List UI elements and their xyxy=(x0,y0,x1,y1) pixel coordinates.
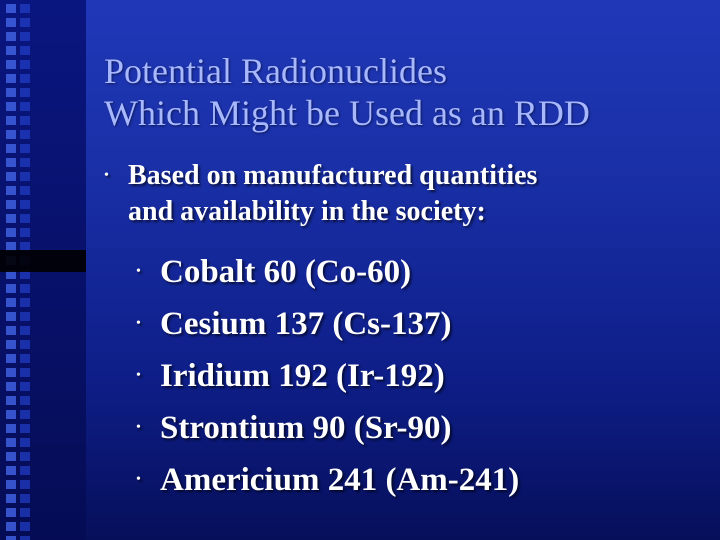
intro-line-2: and availability in the society: xyxy=(128,196,486,227)
list-item xyxy=(136,402,519,454)
intro-line-1: Based on manufactured quantities xyxy=(128,160,538,191)
bullet-icon: • xyxy=(136,472,141,487)
slide-title xyxy=(104,50,590,134)
intro-bullet xyxy=(104,158,537,230)
list-item xyxy=(136,246,519,298)
slide-title-line-2: Which Might be Used as an RDD xyxy=(104,93,590,133)
bullet-icon: • xyxy=(136,316,141,331)
stripe-black-bar xyxy=(0,250,86,272)
bullet-icon: • xyxy=(104,168,109,183)
list-item xyxy=(136,350,519,402)
list-item-label: Cobalt 60 (Co-60) xyxy=(160,254,412,290)
bullet-icon: • xyxy=(136,264,141,279)
list-item-label: Cesium 137 (Cs-137) xyxy=(160,306,452,342)
radionuclide-list xyxy=(136,246,519,506)
stripe-squares-pattern-secondary xyxy=(20,4,30,540)
list-item-label: Strontium 90 (Sr-90) xyxy=(160,410,452,446)
side-decoration-stripe xyxy=(0,0,86,540)
list-item-label: Americium 241 (Am-241) xyxy=(160,462,520,498)
list-item-label: Iridium 192 (Ir-192) xyxy=(160,358,445,394)
bullet-icon: • xyxy=(136,420,141,435)
bullet-icon: • xyxy=(136,368,141,383)
list-item xyxy=(136,454,519,506)
slide-title-line-1: Potential Radionuclides xyxy=(104,51,447,91)
stripe-squares-pattern xyxy=(6,4,16,540)
list-item xyxy=(136,298,519,350)
